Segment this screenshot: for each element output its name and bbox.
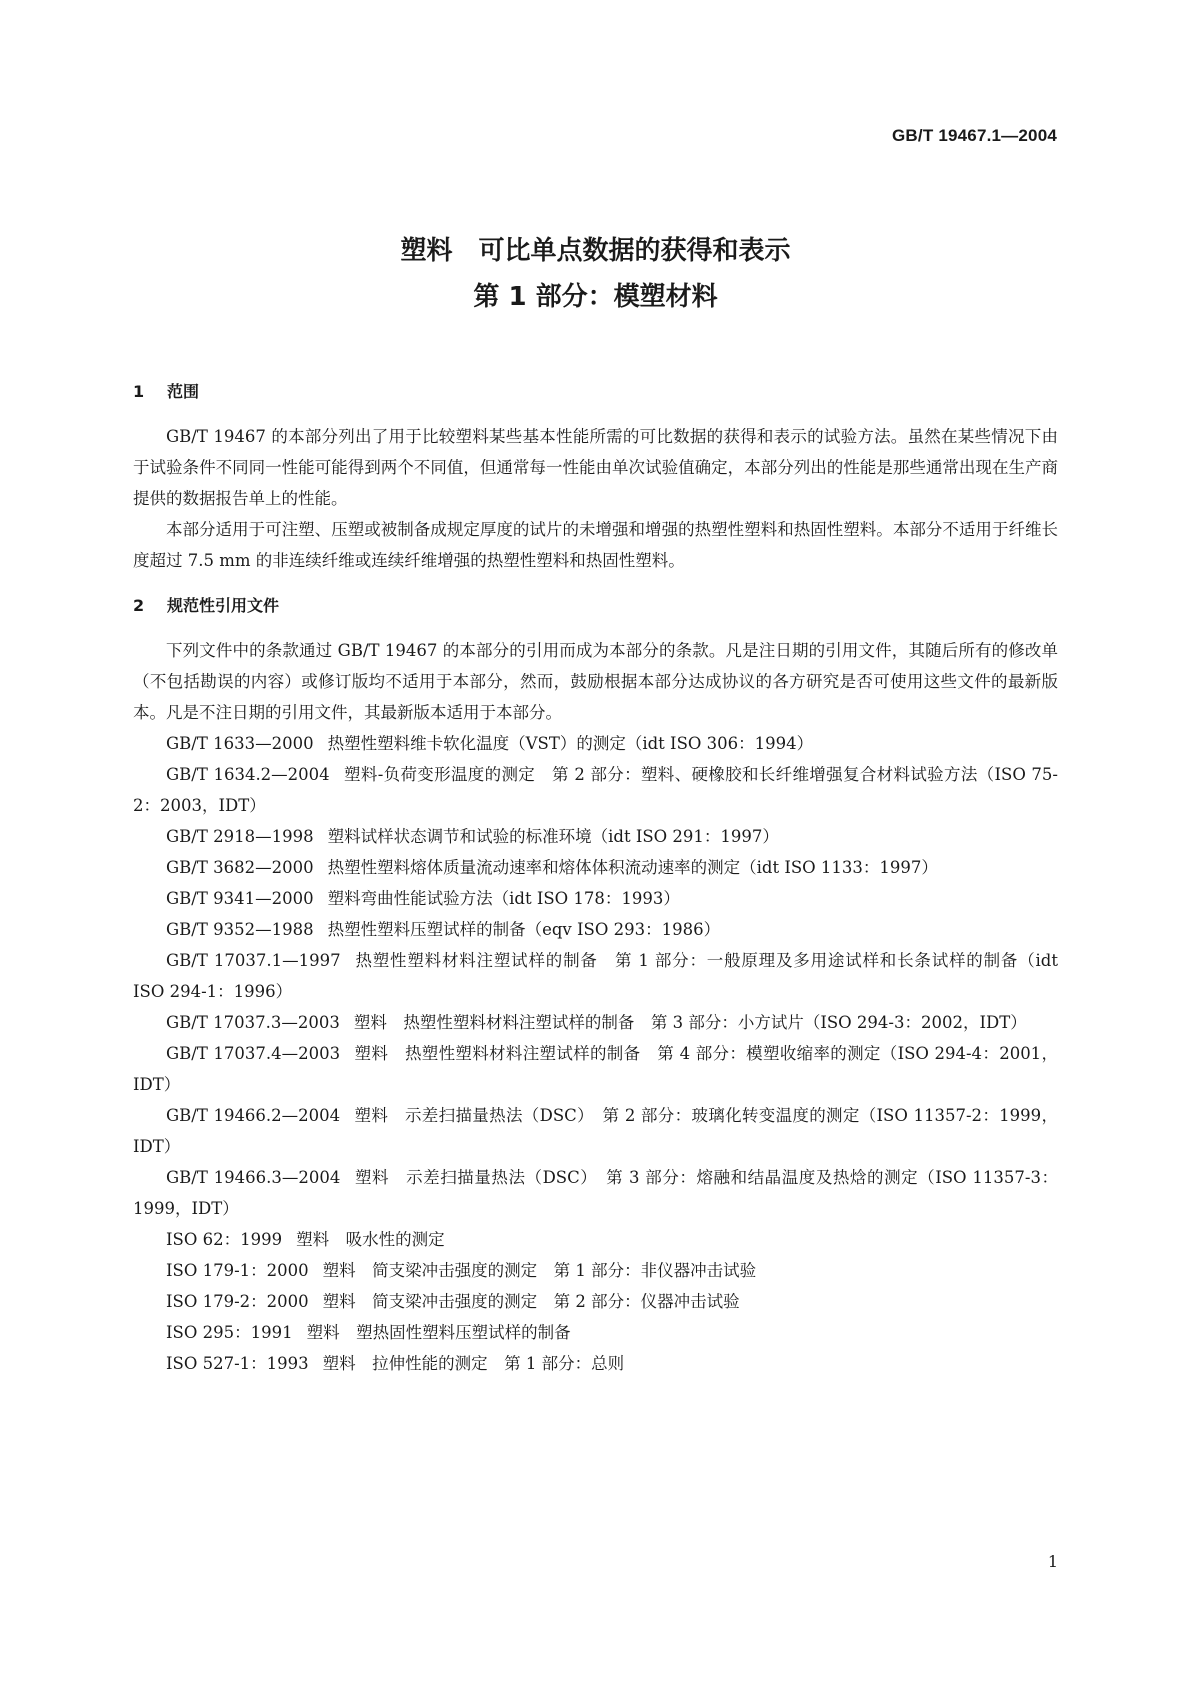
reference-code: GB/T 2918—1998 xyxy=(166,827,314,846)
reference-item xyxy=(133,1007,1058,1038)
reference-item xyxy=(133,945,1058,1007)
reference-title: 塑料 吸水性的测定 xyxy=(296,1230,445,1249)
reference-code: ISO 527-1：1993 xyxy=(166,1354,309,1373)
page-number: 1 xyxy=(1047,1552,1058,1571)
reference-item xyxy=(133,1255,1058,1286)
document-body xyxy=(133,376,1058,1379)
reference-code: ISO 179-1：2000 xyxy=(166,1261,309,1280)
reference-item xyxy=(133,852,1058,883)
reference-title: 塑料 简支梁冲击强度的测定 第 2 部分：仪器冲击试验 xyxy=(322,1292,740,1311)
reference-code: GB/T 17037.3—2003 xyxy=(166,1013,340,1032)
reference-code: ISO 179-2：2000 xyxy=(166,1292,309,1311)
reference-code: GB/T 1634.2—2004 xyxy=(166,765,330,784)
reference-code: ISO 295：1991 xyxy=(166,1323,293,1342)
reference-title: 塑料 热塑性塑料材料注塑试样的制备 第 4 部分：模塑收缩率的测定（ISO 294-4：2001，IDT） xyxy=(133,1044,1059,1094)
title-line-1: 塑料 可比单点数据的获得和表示 xyxy=(400,236,791,266)
section-title: 规范性引用文件 xyxy=(167,596,280,615)
section-number: 2 xyxy=(133,596,145,615)
reference-code: GB/T 17037.4—2003 xyxy=(166,1044,341,1063)
reference-list xyxy=(133,728,1058,1379)
reference-code: GB/T 19466.2—2004 xyxy=(166,1106,341,1125)
reference-item xyxy=(133,914,1058,945)
reference-code: GB/T 1633—2000 xyxy=(166,734,314,753)
reference-code: GB/T 3682—2000 xyxy=(166,858,314,877)
reference-title: 热塑性塑料熔体质量流动速率和熔体体积流动速率的测定（idt ISO 1133：1997） xyxy=(327,858,938,877)
section-1-heading xyxy=(133,376,1058,407)
reference-item xyxy=(133,759,1058,821)
reference-title: 塑料试样状态调节和试验的标准环境（idt ISO 291：1997） xyxy=(327,827,779,846)
reference-code: GB/T 17037.1—1997 xyxy=(166,951,341,970)
reference-code: GB/T 19466.3—2004 xyxy=(166,1168,341,1187)
reference-title: 塑料 塑热固性塑料压塑试样的制备 xyxy=(306,1323,571,1342)
reference-item xyxy=(133,1348,1058,1379)
reference-item xyxy=(133,883,1058,914)
reference-title: 塑料-负荷变形温度的测定 第 2 部分：塑料、硬橡胶和长纤维增强复合材料试验方法（ISO 75-2：2003，IDT） xyxy=(133,765,1059,815)
section-title: 范围 xyxy=(167,382,200,401)
reference-title: 热塑性塑料维卡软化温度（VST）的测定（idt ISO 306：1994） xyxy=(327,734,814,753)
title-line-2: 第 1 部分：模塑材料 xyxy=(473,282,718,312)
reference-item xyxy=(133,1100,1058,1162)
reference-title: 热塑性塑料压塑试样的制备（eqv ISO 293：1986） xyxy=(327,920,721,939)
reference-item xyxy=(133,728,1058,759)
document-title xyxy=(0,228,1191,320)
paragraph: 本部分适用于可注塑、压塑或被制备成规定厚度的试片的未增强和增强的热塑性塑料和热固性塑料。本部分不适用于纤维长度超过 7.5 mm 的非连续纤维或连续纤维增强的热塑性塑料和热固性塑料。 xyxy=(133,520,1058,570)
reference-item xyxy=(133,821,1058,852)
reference-item xyxy=(133,1162,1058,1224)
reference-code: GB/T 9341—2000 xyxy=(166,889,314,908)
standard-number: GB/T 19467.1—2004 xyxy=(892,126,1057,145)
reference-title: 塑料弯曲性能试验方法（idt ISO 178：1993） xyxy=(327,889,680,908)
reference-title: 塑料 示差扫描量热法（DSC） 第 3 部分：熔融和结晶温度及热焓的测定（ISO 11357-3：1999，IDT） xyxy=(133,1168,1058,1218)
reference-item xyxy=(133,1038,1058,1100)
reference-item xyxy=(133,1286,1058,1317)
reference-code: GB/T 9352—1988 xyxy=(166,920,314,939)
reference-code: ISO 62：1999 xyxy=(166,1230,283,1249)
reference-item xyxy=(133,1317,1058,1348)
section-number: 1 xyxy=(133,382,145,401)
reference-title: 塑料 示差扫描量热法（DSC） 第 2 部分：玻璃化转变温度的测定（ISO 11357-2：1999，IDT） xyxy=(133,1106,1058,1156)
reference-title: 塑料 拉伸性能的测定 第 1 部分：总则 xyxy=(322,1354,625,1373)
reference-item xyxy=(133,1224,1058,1255)
paragraph: GB/T 19467 的本部分列出了用于比较塑料某些基本性能所需的可比数据的获得和表示的试验方法。虽然在某些情况下由于试验条件不同同一性能可能得到两个不同值，但通常每一性能由单次试验值确定，本部分列出的性能是那些通常出现在生产商提供的数据报告单上的性能。 xyxy=(133,427,1058,508)
reference-title: 热塑性塑料材料注塑试样的制备 第 1 部分：一般原理及多用途试样和长条试样的制备（idt ISO 294-1：1996） xyxy=(133,951,1058,1001)
paragraph: 下列文件中的条款通过 GB/T 19467 的本部分的引用而成为本部分的条款。凡是注日期的引用文件，其随后所有的修改单（不包括勘误的内容）或修订版均不适用于本部分，然而，鼓励根据本部分达成协议的各方研究是否可使用这些文件的最新版本。凡是不注日期的引用文件，其最新版本适用于本部分。 xyxy=(133,641,1058,722)
reference-title: 塑料 简支梁冲击强度的测定 第 1 部分：非仪器冲击试验 xyxy=(322,1261,757,1280)
reference-title: 塑料 热塑性塑料材料注塑试样的制备 第 3 部分：小方试片（ISO 294-3：2002，IDT） xyxy=(353,1013,1027,1032)
section-2-heading xyxy=(133,590,1058,621)
